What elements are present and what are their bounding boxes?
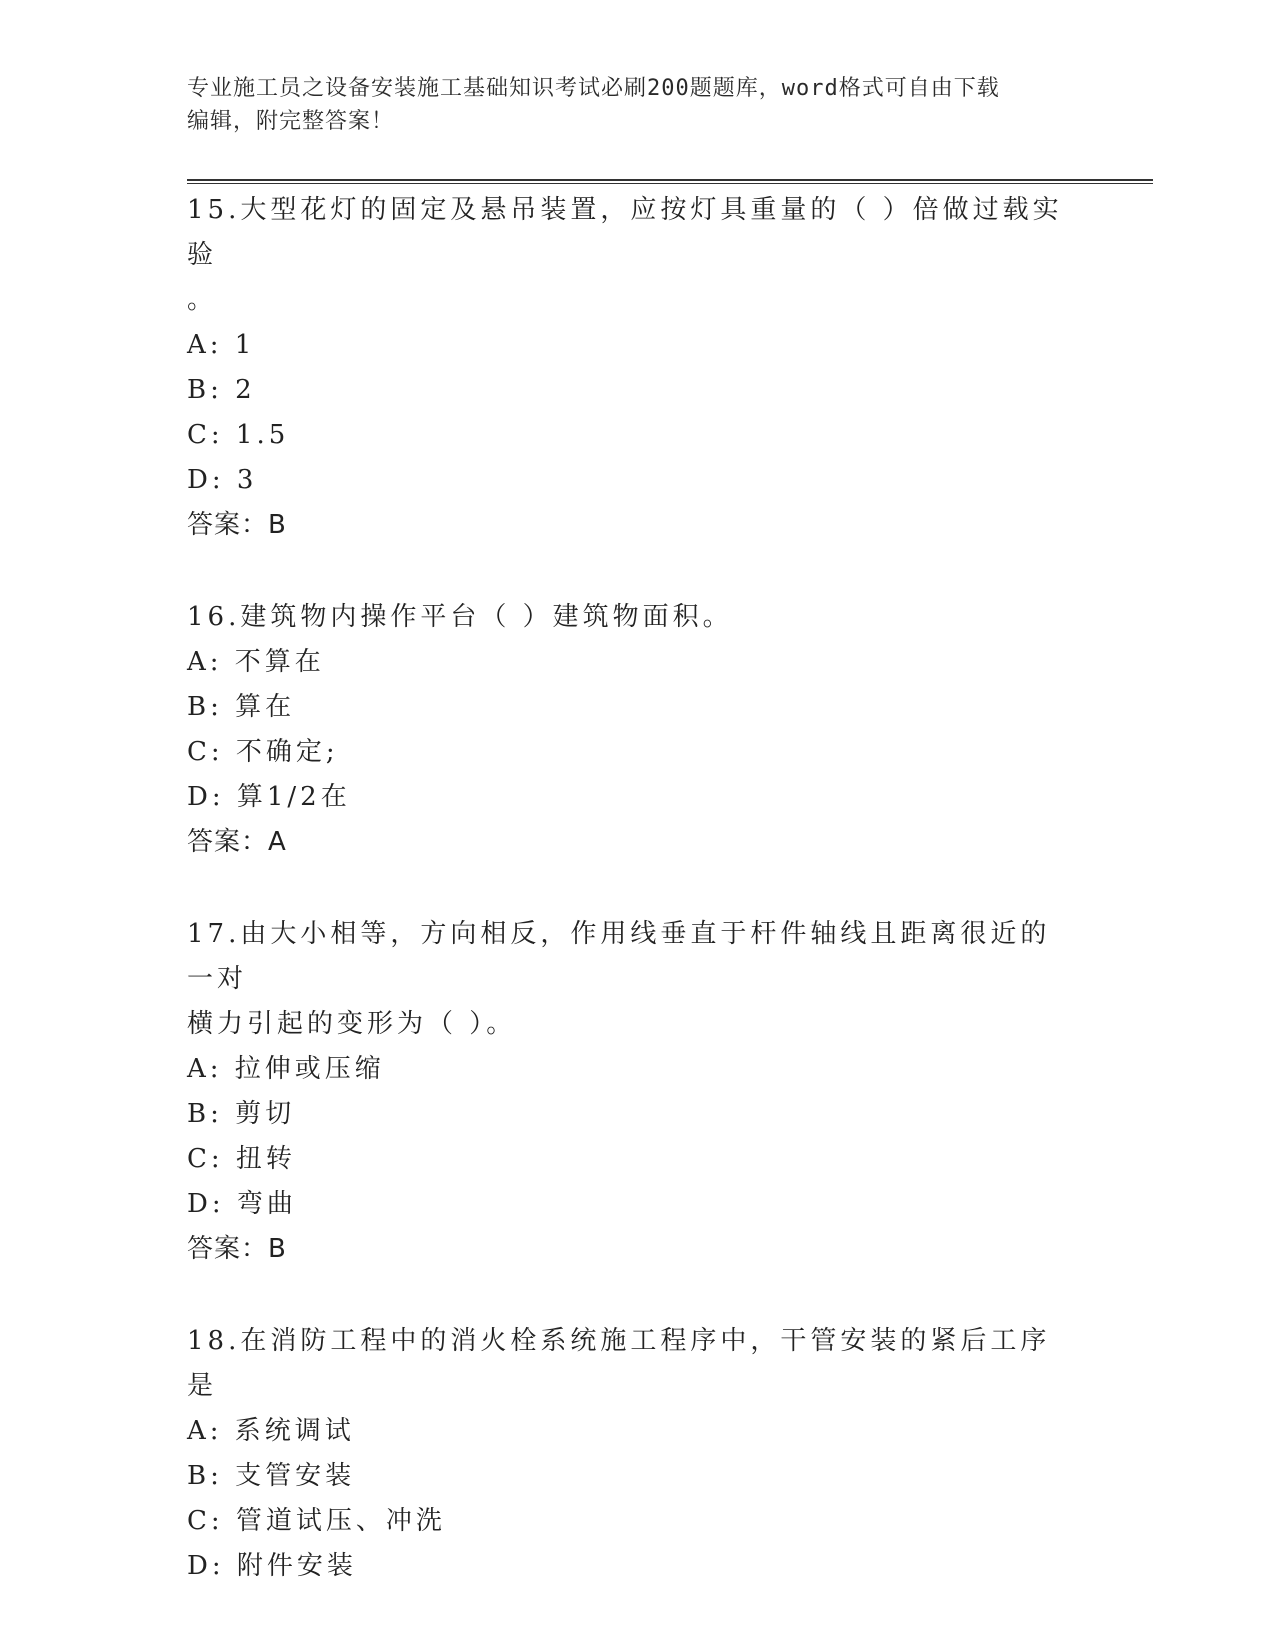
- option-c: C: 管道试压、冲洗: [187, 1506, 446, 1536]
- spacer: [187, 548, 1067, 595]
- question-list: [187, 188, 1067, 1589]
- option-d: D: 附件安装: [187, 1551, 357, 1581]
- option-d: D: 3: [187, 465, 258, 495]
- option-c: C: 1.5: [187, 420, 290, 450]
- spacer: [187, 865, 1067, 912]
- question-stem: 18.在消防工程中的消火栓系统施工程序中，干管安装的紧后工序是: [187, 1326, 1051, 1401]
- spacer: [187, 1272, 1067, 1319]
- document-header: [187, 72, 1067, 138]
- question-16: [187, 595, 1067, 865]
- option-b: B: 支管安装: [187, 1461, 356, 1491]
- question-stem: 15.大型花灯的固定及悬吊装置，应按灯具重量的（ ）倍做过载实验: [187, 195, 1063, 270]
- option-c: C: 扭转: [187, 1144, 296, 1174]
- header-line-2: 编辑，附完整答案！: [187, 109, 395, 134]
- answer-line: 答案：B: [187, 510, 287, 540]
- option-a: A: 拉伸或压缩: [187, 1054, 385, 1084]
- option-c: C: 不确定;: [187, 737, 339, 767]
- option-a: A: 系统调试: [187, 1416, 355, 1446]
- option-d: D: 弯曲: [187, 1189, 297, 1219]
- question-stem: 16.建筑物内操作平台（ ）建筑物面积。: [187, 602, 733, 632]
- option-a: A: 1: [187, 330, 256, 360]
- option-d: D: 算1/2在: [187, 782, 351, 812]
- header-line-1: 专业施工员之设备安装施工基础知识考试必刷200题题库，word格式可自由下载: [187, 76, 1000, 101]
- question-stem-continuation: 。: [187, 285, 218, 315]
- question-stem-continuation: 横力引起的变形为（ ）。: [187, 1009, 517, 1039]
- answer-line: 答案：B: [187, 1234, 287, 1264]
- answer-line: 答案：A: [187, 827, 287, 857]
- question-stem: 17.由大小相等，方向相反，作用线垂直于杆件轴线且距离很近的一对: [187, 919, 1051, 994]
- option-b: B: 2: [187, 375, 256, 405]
- option-b: B: 算在: [187, 692, 296, 722]
- question-15: [187, 188, 1067, 548]
- question-17: [187, 912, 1067, 1272]
- header-divider: [187, 179, 1153, 184]
- question-18: [187, 1319, 1067, 1589]
- option-b: B: 剪切: [187, 1099, 296, 1129]
- option-a: A: 不算在: [187, 647, 325, 677]
